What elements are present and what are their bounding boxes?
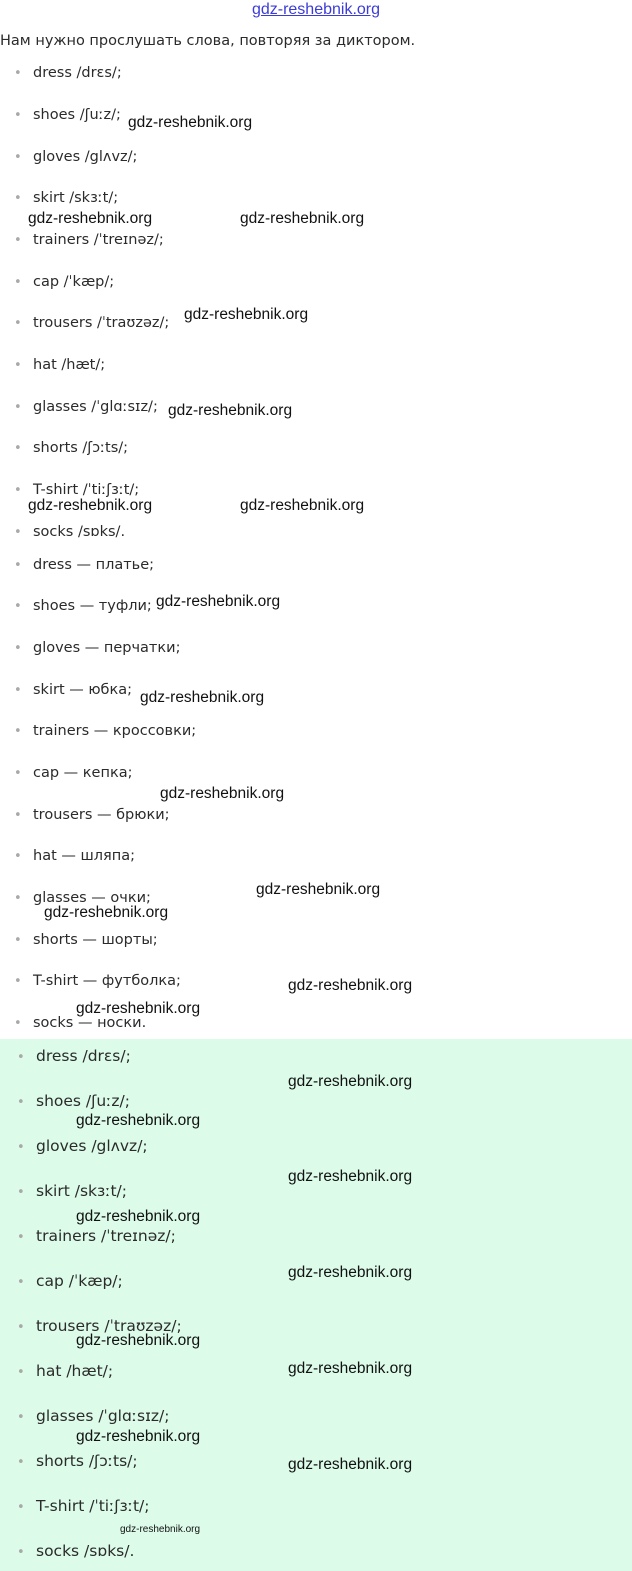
list-item: • T-shirt — футболка; [14, 971, 181, 992]
list-item: • hat — шляпа; [14, 846, 135, 867]
watermark: gdz-reshebnik.org [76, 1428, 201, 1445]
list-item: • cap /ˈkæp/; [14, 272, 114, 293]
bullet-icon: • [17, 1050, 25, 1065]
list-item: • skirt /skɜːt/; [14, 188, 118, 209]
bullet-icon: • [14, 400, 22, 415]
list-item: • trainers /ˈtreɪnəz/; [17, 1226, 176, 1248]
watermark: gdz-reshebnik.org [156, 593, 281, 610]
bullet-icon: • [14, 66, 22, 81]
bullet-icon: • [14, 891, 22, 906]
bullet-icon: • [14, 641, 22, 656]
bullet-icon: • [14, 316, 22, 331]
watermark: gdz-reshebnik.org [288, 1073, 413, 1090]
bullet-icon: • [14, 766, 22, 781]
watermark: gdz-reshebnik.org [184, 306, 309, 323]
bullet-icon: • [17, 1320, 25, 1335]
list-item: • skirt — юбка; [14, 680, 132, 701]
list-item: • shoes /ʃuːz/; [14, 105, 121, 126]
list-item: • shoes /ʃuːz/; [17, 1091, 130, 1113]
bullet-icon: • [17, 1410, 25, 1425]
list-item: • gloves /glʌvz/; [17, 1136, 148, 1158]
list-item: • trainers /ˈtreɪnəz/; [14, 230, 164, 251]
bullet-icon: • [17, 1140, 25, 1155]
bullet-icon: • [14, 724, 22, 739]
bullet-icon: • [14, 441, 22, 456]
watermark: gdz-reshebnik.org [160, 785, 285, 802]
watermark: gdz-reshebnik.org [44, 904, 169, 921]
watermark: gdz-reshebnik.org [140, 689, 265, 706]
bullet-icon: • [17, 1545, 25, 1560]
watermark: gdz-reshebnik.org [28, 210, 153, 227]
watermark: gdz-reshebnik.org [76, 1000, 201, 1017]
list-item: • gloves — перчатки; [14, 638, 180, 659]
bullet-icon: • [14, 933, 22, 948]
bullet-icon: • [14, 525, 22, 540]
watermark: gdz-reshebnik.org [288, 1168, 413, 1185]
watermark: gdz-reshebnik.org [128, 114, 253, 131]
bullet-icon: • [14, 108, 22, 123]
bullet-icon: • [17, 1230, 25, 1245]
watermark: gdz-reshebnik.org [76, 1208, 201, 1225]
list-item: • trousers /ˈtraʊzəz/; [14, 313, 169, 334]
bullet-icon: • [14, 150, 22, 165]
watermark: gdz-reshebnik.org [168, 402, 293, 419]
watermark: gdz-reshebnik.org [28, 497, 153, 514]
watermark: gdz-reshebnik.org [76, 1332, 201, 1349]
bullet-icon: • [14, 558, 22, 573]
watermark: gdz-reshebnik.org [120, 1524, 201, 1535]
bullet-icon: • [14, 358, 22, 373]
watermark: gdz-reshebnik.org [288, 1264, 413, 1281]
bullet-icon: • [14, 275, 22, 290]
list-item: • socks — носки. [14, 1013, 146, 1034]
watermark: gdz-reshebnik.org [76, 1112, 201, 1129]
bullet-icon: • [14, 233, 22, 248]
bullet-icon: • [14, 191, 22, 206]
watermark: gdz-reshebnik.org [288, 1456, 413, 1473]
bullet-icon: • [17, 1365, 25, 1380]
list-item: • dress — платье; [14, 555, 154, 576]
list-item: • trainers — кроссовки; [14, 721, 196, 742]
bullet-icon: • [17, 1185, 25, 1200]
list-item: • gloves /glʌvz/; [14, 147, 137, 168]
bullet-icon: • [14, 849, 22, 864]
bullet-icon: • [14, 683, 22, 698]
list-item: • glasses /ˈglɑːsɪz/; [17, 1406, 169, 1428]
list-item: • cap — кепка; [14, 763, 132, 784]
list-item: • hat /hæt/; [14, 355, 105, 376]
list-item: • shorts /ʃɔːts/; [14, 438, 128, 459]
bullet-icon: • [14, 599, 22, 614]
watermark: gdz-reshebnik.org [240, 210, 365, 227]
list-item: • glasses — очки; [14, 888, 151, 909]
bullet-icon: • [17, 1455, 25, 1470]
list-item: • dress /drɛs/; [14, 63, 122, 84]
list-item: • shorts — шорты; [14, 930, 158, 951]
list-item: • T-shirt /ˈtiːʃɜːt/; [17, 1496, 150, 1518]
bullet-icon: • [14, 1016, 22, 1031]
list-item: • trousers — брюки; [14, 805, 170, 826]
list-item: • cap /ˈkæp/; [17, 1271, 123, 1293]
list-item: • socks /sɒks/. [17, 1541, 134, 1563]
watermark: gdz-reshebnik.org [288, 977, 413, 994]
bullet-icon: • [17, 1095, 25, 1110]
list-item: • shorts /ʃɔːts/; [17, 1451, 138, 1473]
list-item: • T-shirt /ˈtiːʃɜːt/; [14, 480, 139, 501]
bullet-icon: • [14, 974, 22, 989]
list-item: • skirt /skɜːt/; [17, 1181, 127, 1203]
watermark: gdz-reshebnik.org [256, 881, 381, 898]
list-item: • hat /hæt/; [17, 1361, 113, 1383]
list-item: • socks /sɒks/. [14, 522, 125, 543]
bullet-icon: • [14, 483, 22, 498]
bullet-icon: • [14, 808, 22, 823]
watermark: gdz-reshebnik.org [288, 1360, 413, 1377]
intro-text: Нам нужно прослушать слова, повторяя за диктором. [0, 33, 416, 49]
list-item: • dress /drɛs/; [17, 1046, 131, 1068]
list-item: • shoes — туфли; [14, 596, 152, 617]
site-link[interactable]: gdz-reshebnik.org [251, 1, 381, 18]
watermark: gdz-reshebnik.org [240, 497, 365, 514]
bullet-icon: • [17, 1500, 25, 1515]
list-item: • glasses /ˈglɑːsɪz/; [14, 397, 158, 418]
list-item: • trousers /ˈtraʊzəz/; [17, 1316, 182, 1338]
bullet-icon: • [17, 1275, 25, 1290]
